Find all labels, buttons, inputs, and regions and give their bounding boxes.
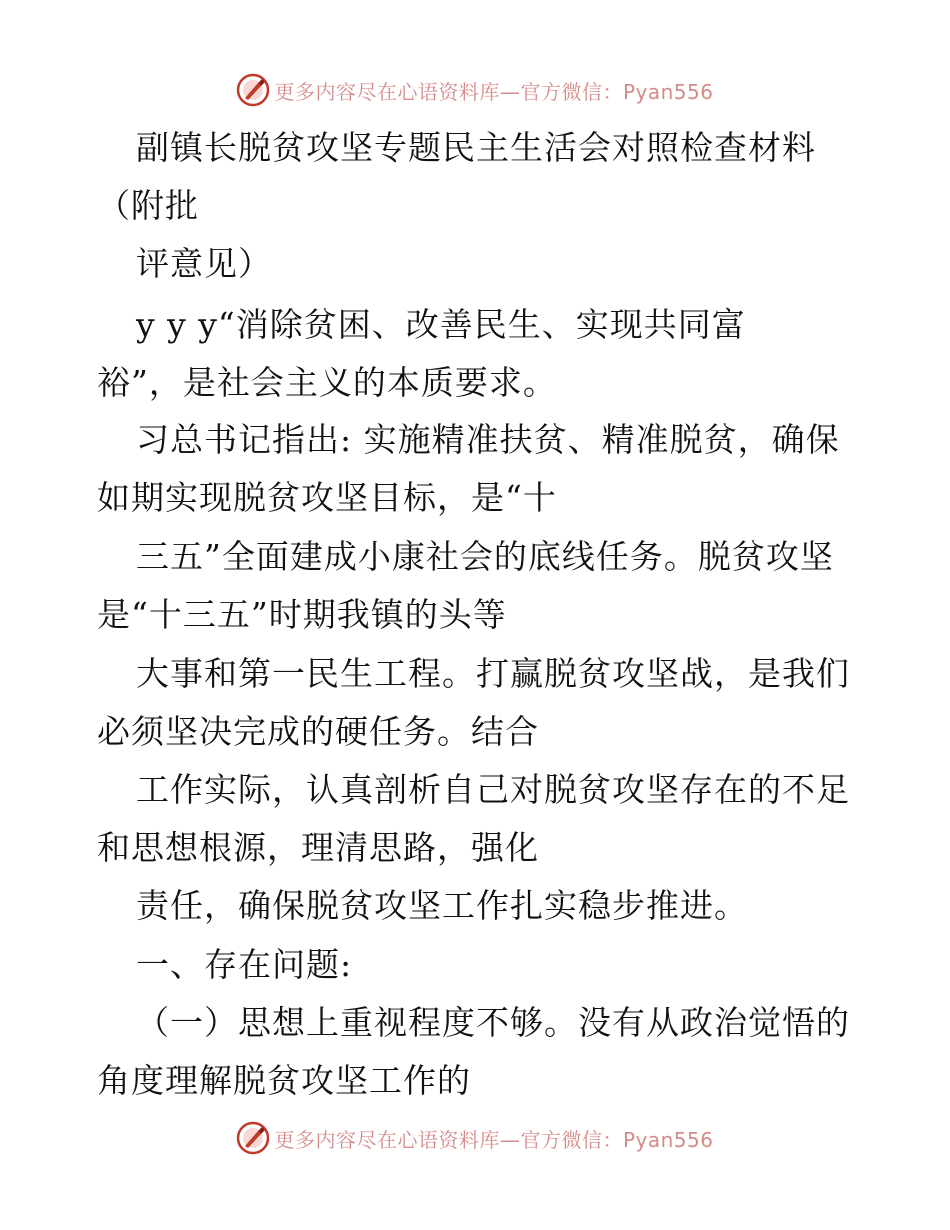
paragraph-line: （一）思想上重视程度不够。没有从政治觉悟的 [136,1003,850,1042]
paragraph-line: 角度理解脱贫攻坚工作的 [97,1061,471,1100]
document-title: 副镇长脱贫攻坚专题民主生活会对照检查材料 [136,128,816,167]
paragraph-line: 工作实际，认真剖析自己对脱贫攻坚存在的不足 [136,770,850,809]
paragraph-line: 是“十三五”时期我镇的头等 [97,595,507,634]
paragraph-line: 习总书记指出: 实施精准扶贫、精准脱贫，确保 [136,420,840,459]
paragraph-line: 大事和第一民生工程。打赢脱贫攻坚战，是我们 [136,654,850,693]
watermark-text: 更多内容尽在心语资料库—官方微信：Pyan556 [274,1127,714,1152]
section-heading: 一、存在问题: [136,945,353,984]
paragraph-line: y y y“消除贫困、改善民生、实现共同富 [136,305,746,344]
paragraph-line: 必须坚决完成的硬任务。结合 [97,712,539,751]
watermark-group [236,1121,713,1155]
paragraph-line: 和思想根源，理清思路，强化 [97,828,539,867]
paragraph-line: 三五”全面建成小康社会的底线任务。脱贫攻坚 [136,537,834,576]
footer-watermark [0,1118,950,1158]
paragraph-line: 如期实现脱贫攻坚目标，是“十 [97,478,557,517]
pen-logo-icon [236,1121,270,1155]
watermark-text: 更多内容尽在心语资料库—官方微信：Pyan556 [274,79,714,104]
title-continuation: （附批 [97,186,199,225]
pen-logo-icon [236,73,270,107]
title-continuation: 评意见） [136,244,272,283]
header-watermark [0,70,950,110]
paragraph-line: 裕”，是社会主义的本质要求。 [97,363,557,402]
paragraph-line: 责任，确保脱贫攻坚工作扎实稳步推进。 [136,886,748,925]
watermark-group [236,73,713,107]
